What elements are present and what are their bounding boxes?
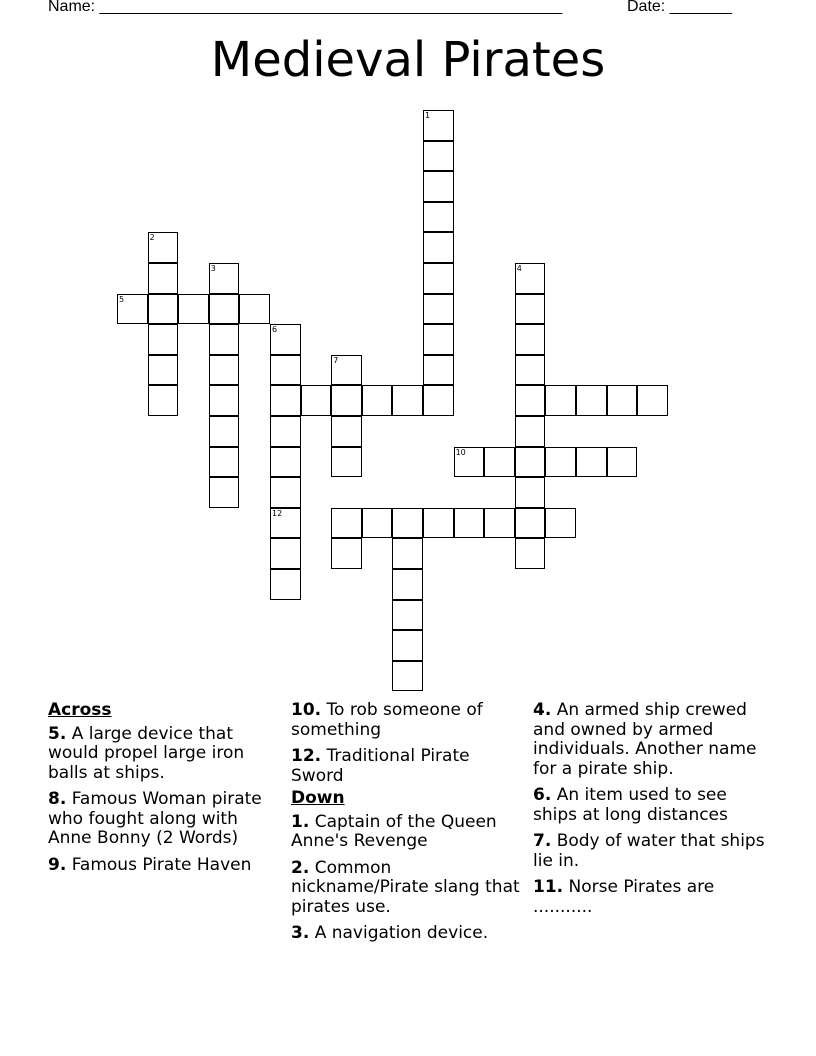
grid-cell[interactable] [515, 508, 546, 539]
grid-cell[interactable] [454, 508, 485, 539]
clue-number: 10 [455, 447, 466, 457]
clue-number: 12 [272, 508, 283, 518]
grid-cell[interactable] [607, 447, 638, 478]
grid-cell[interactable] [392, 600, 423, 631]
grid-cell[interactable] [148, 232, 179, 263]
grid-cell[interactable] [392, 508, 423, 539]
grid-cell[interactable] [209, 447, 240, 478]
grid-cell[interactable] [515, 416, 546, 447]
grid-cell[interactable] [270, 416, 301, 447]
clue-number: 6 [272, 325, 278, 335]
grid-cell[interactable] [362, 508, 393, 539]
grid-cell[interactable] [148, 263, 179, 294]
grid-cell[interactable] [423, 355, 454, 386]
grid-cell[interactable] [331, 416, 362, 447]
clue-down-1: 1. Captain of the Queen Anne's Revenge [291, 811, 497, 851]
grid-cell[interactable] [270, 569, 301, 600]
clue-down-6: 6. An item used to see ships at long distances [533, 785, 728, 825]
clues-column-2 [291, 701, 523, 951]
clue-down-7: 7. Body of water that ships lie in. [533, 831, 765, 871]
grid-cell[interactable] [515, 477, 546, 508]
clue-across-12: 12. Traditional Pirate Sword [291, 746, 470, 786]
grid-cell[interactable] [117, 294, 148, 325]
grid-cell[interactable] [331, 508, 362, 539]
grid-cell[interactable] [209, 416, 240, 447]
grid-cell[interactable] [148, 385, 179, 416]
clue-number: 3 [210, 264, 216, 273]
grid-cell[interactable] [515, 324, 546, 355]
clue-number: 5 [119, 294, 125, 304]
grid-cell[interactable] [392, 569, 423, 600]
date-line: Date: _______ [627, 0, 732, 15]
grid-cell[interactable] [209, 477, 240, 508]
grid-cell[interactable] [423, 294, 454, 325]
grid-cell[interactable] [209, 294, 240, 325]
grid-cell[interactable] [392, 630, 423, 661]
grid-cell[interactable] [301, 385, 332, 416]
grid-cell[interactable] [545, 385, 576, 416]
grid-cell[interactable] [515, 385, 546, 416]
down-heading: Down [291, 788, 345, 808]
clue-down-11: 11. Norse Pirates are ........... [533, 877, 715, 917]
grid-cell[interactable] [484, 447, 515, 478]
clue-across-8: 8. Famous Woman pirate who fought along with Anne Bonny (2 Words) [48, 789, 262, 848]
grid-cell[interactable] [178, 294, 209, 325]
grid-cell[interactable] [392, 661, 423, 692]
grid-cell[interactable] [576, 385, 607, 416]
clues-column-1 [48, 701, 280, 882]
grid-cell[interactable] [423, 232, 454, 263]
grid-cell[interactable] [270, 324, 301, 355]
grid-cell[interactable] [392, 385, 423, 416]
grid-cell[interactable] [576, 447, 607, 478]
grid-cell[interactable] [209, 355, 240, 386]
grid-cell[interactable] [331, 538, 362, 569]
grid-cell[interactable] [270, 538, 301, 569]
grid-cell[interactable] [209, 385, 240, 416]
clue-down-3: 3. A navigation device. [291, 923, 489, 943]
across-heading: Across [48, 700, 112, 720]
grid-cell[interactable] [515, 355, 546, 386]
grid-cell[interactable] [331, 355, 362, 386]
page-title: Medieval Pirates [210, 32, 606, 88]
grid-cell[interactable] [209, 324, 240, 355]
clues-column-3 [533, 701, 765, 924]
clue-number: 4 [516, 264, 522, 273]
grid-cell[interactable] [637, 385, 668, 416]
grid-cell[interactable] [423, 508, 454, 539]
name-line: Name: ____________________________________________________ [48, 0, 563, 15]
grid-cell[interactable] [362, 385, 393, 416]
grid-cell[interactable] [423, 324, 454, 355]
grid-cell[interactable] [545, 508, 576, 539]
grid-cell[interactable] [148, 294, 179, 325]
grid-cell[interactable] [331, 385, 362, 416]
grid-cell[interactable] [423, 202, 454, 233]
grid-cell[interactable] [148, 355, 179, 386]
clue-number: 2 [149, 233, 155, 243]
grid-cell[interactable] [515, 294, 546, 325]
clue-across-10: 10. To rob someone of something [291, 700, 483, 740]
grid-cell[interactable] [392, 538, 423, 569]
grid-cell[interactable] [239, 294, 270, 325]
grid-cell[interactable] [209, 263, 240, 294]
clue-number: 1 [425, 111, 431, 120]
grid-cell[interactable] [270, 447, 301, 478]
grid-cell[interactable] [454, 447, 485, 478]
grid-cell[interactable] [484, 508, 515, 539]
grid-cell[interactable] [423, 171, 454, 202]
grid-cell[interactable] [423, 141, 454, 172]
grid-cell[interactable] [515, 447, 546, 478]
grid-cell[interactable] [148, 324, 179, 355]
grid-cell[interactable] [607, 385, 638, 416]
grid-cell[interactable] [545, 447, 576, 478]
grid-cell[interactable] [270, 385, 301, 416]
grid-cell[interactable] [270, 508, 301, 539]
grid-cell[interactable] [423, 263, 454, 294]
grid-cell[interactable] [270, 355, 301, 386]
clue-across-9: 9. Famous Pirate Haven [48, 854, 252, 875]
grid-cell[interactable] [515, 538, 546, 569]
clue-number: 7 [333, 355, 339, 365]
clue-across-5: 5. A large device that would propel large iron balls at ships. [48, 723, 245, 783]
clue-down-4: 4. An armed ship crewed and owned by armed individuals. Another name for a pirate ship. [533, 700, 757, 779]
grid-cell[interactable] [515, 263, 546, 294]
grid-cell[interactable] [331, 447, 362, 478]
grid-cell[interactable] [423, 385, 454, 416]
grid-cell[interactable] [270, 477, 301, 508]
grid-cell[interactable] [423, 110, 454, 141]
clue-down-2: 2. Common nickname/Pirate slang that pirates use. [291, 857, 520, 917]
